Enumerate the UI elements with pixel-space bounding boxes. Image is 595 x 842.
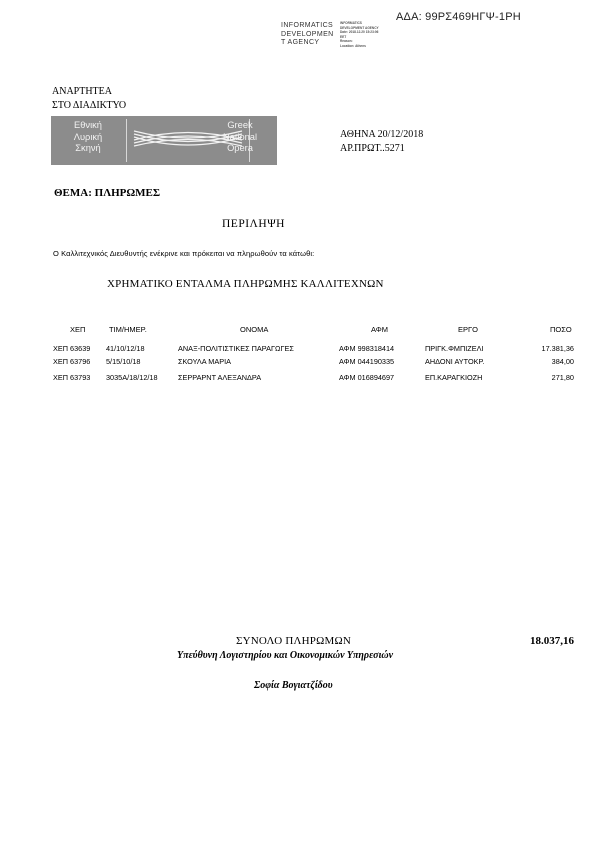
summary-heading: ΠΕΡΙΛΗΨΗ bbox=[222, 218, 285, 230]
subject-heading: ΘΕΜΑ: ΠΛΗΡΩΜΕΣ bbox=[54, 187, 161, 199]
document-title: ΧΡΗΜΑΤΙΚΟ ΕΝΤΑΛΜΑ ΠΛΗΡΩΜΗΣ ΚΑΛΛΙΤΕΧΝΩΝ bbox=[107, 278, 384, 290]
signature-stamp-details: INFORMATICS DEVELOPMENT AGENCY Date: 2018.12.20 15:23:06 EET Reason: Location: Athens bbox=[340, 21, 379, 48]
greek-national-opera-logo bbox=[51, 116, 277, 165]
column-header-name: ΟΝΟΜΑ bbox=[240, 325, 269, 334]
ada-code: ΑΔΑ: 99ΡΣ469ΗΓΨ-1ΡΗ bbox=[396, 11, 521, 23]
column-header-work: ΕΡΓΟ bbox=[458, 325, 478, 334]
date-reference bbox=[340, 128, 423, 156]
column-header-amount: ΠΟΣΟ bbox=[550, 325, 572, 334]
total-payments-value: 18.037,16 bbox=[530, 635, 574, 647]
column-header-hep: ΧΕΠ bbox=[70, 325, 86, 334]
protocol-number: ΑΡ.ΠΡΩΤ..5271 bbox=[340, 143, 405, 154]
public-posting-label: ΑΝΑΡΤΗΤΕΑ ΣΤΟ ΔΙΑΔΙΚΤΥΟ bbox=[52, 86, 127, 111]
signer-name: Σοφία Βογιατζίδου bbox=[254, 680, 333, 691]
column-header-invoice: ΤΙΜ/ΗΜΕΡ. bbox=[109, 325, 147, 334]
signature-stamp-label: INFORMATICS DEVELOPMEN T AGENCY bbox=[281, 22, 334, 46]
responsible-title: Υπεύθυνη Λογιστηρίου και Οικονομικών Υπηρεσιών bbox=[177, 650, 394, 661]
logo-text-english: Greek National Opera bbox=[222, 120, 258, 153]
logo-text-greek: Εθνική Λυρική Σκηνή bbox=[73, 120, 103, 153]
document-date: ΑΘΗΝΑ 20/12/2018 bbox=[340, 129, 424, 140]
intro-text: Ο Καλλιτεχνικός Διευθυντής ενέκρινε και πρόκειται να πληρωθούν τα κάτωθι: bbox=[53, 249, 315, 258]
total-payments-label: ΣΥΝΟΛΟ ΠΛΗΡΩΜΩΝ bbox=[236, 635, 351, 647]
column-header-afm: ΑΦΜ bbox=[371, 325, 389, 334]
